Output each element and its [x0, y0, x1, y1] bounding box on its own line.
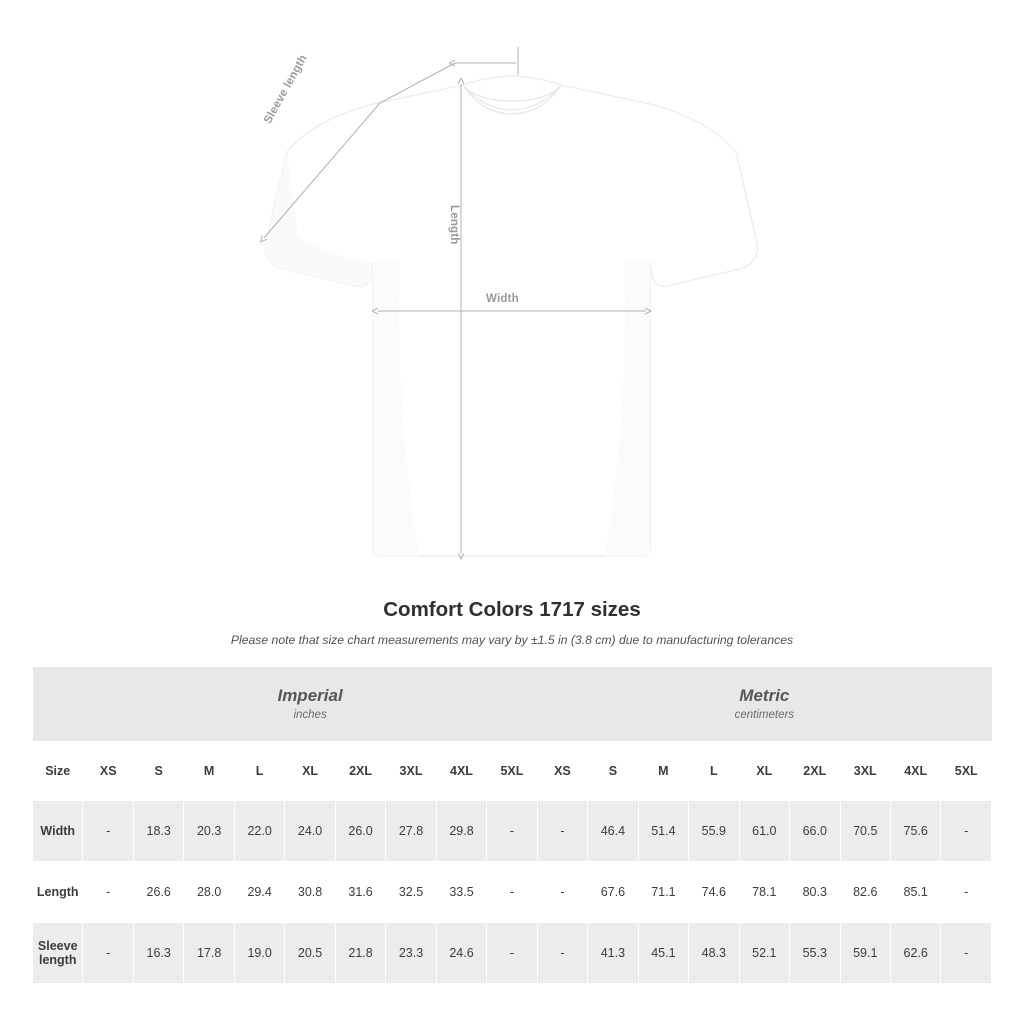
- width-metric-4xl: 75.6: [890, 801, 940, 862]
- size-header-metric-xs: XS: [537, 742, 587, 801]
- length-imperial-2xl: 31.6: [335, 862, 385, 923]
- length-metric-5xl: -: [941, 862, 992, 923]
- sleeve-imperial-2xl: 21.8: [335, 923, 385, 984]
- width-metric-xs: -: [537, 801, 587, 862]
- width-imperial-l: 22.0: [234, 801, 284, 862]
- unit-metric-sub: centimeters: [734, 708, 795, 721]
- tshirt-shape: [265, 76, 757, 556]
- table-row: [33, 923, 992, 984]
- size-header-metric-l: L: [689, 742, 739, 801]
- sleeve-metric-xs: -: [537, 923, 587, 984]
- width-metric-5xl: -: [941, 801, 992, 862]
- size-header-label: Size: [33, 742, 83, 801]
- table-row: [33, 862, 992, 923]
- width-metric-xl: 61.0: [739, 801, 789, 862]
- size-header-imperial-xl: XL: [285, 742, 335, 801]
- length-imperial-5xl: -: [487, 862, 537, 923]
- size-header-imperial-m: M: [184, 742, 234, 801]
- size-header-metric-4xl: 4XL: [890, 742, 940, 801]
- width-imperial-2xl: 26.0: [335, 801, 385, 862]
- sleeve-metric-5xl: -: [941, 923, 992, 984]
- size-header-imperial-s: S: [133, 742, 183, 801]
- width-metric-m: 51.4: [638, 801, 688, 862]
- sleeve-imperial-s: 16.3: [133, 923, 183, 984]
- unit-imperial-name: Imperial: [277, 685, 343, 705]
- length-label: Length: [448, 205, 460, 245]
- unit-imperial-sub: inches: [293, 708, 327, 721]
- sleeve-imperial-xl: 20.5: [285, 923, 335, 984]
- size-chart-table: [32, 667, 992, 984]
- size-header-metric-3xl: 3XL: [840, 742, 890, 801]
- unit-imperial-cell: [83, 667, 537, 742]
- sleeve-metric-4xl: 62.6: [890, 923, 940, 984]
- size-header-imperial-l: L: [234, 742, 284, 801]
- sleeve-imperial-4xl: 24.6: [436, 923, 486, 984]
- sleeve-metric-3xl: 59.1: [840, 923, 890, 984]
- size-header-imperial-4xl: 4XL: [436, 742, 486, 801]
- length-imperial-l: 29.4: [234, 862, 284, 923]
- size-header-metric-m: M: [638, 742, 688, 801]
- size-header-metric-s: S: [588, 742, 638, 801]
- size-header-imperial-3xl: 3XL: [386, 742, 436, 801]
- length-imperial-4xl: 33.5: [436, 862, 486, 923]
- width-imperial-xl: 24.0: [285, 801, 335, 862]
- table-row: [33, 801, 992, 862]
- size-header-imperial-2xl: 2XL: [335, 742, 385, 801]
- size-header-metric-xl: XL: [739, 742, 789, 801]
- row-label-width: Width: [33, 801, 83, 862]
- length-metric-2xl: 80.3: [790, 862, 840, 923]
- size-header-row: [33, 742, 992, 801]
- sleeve-imperial-xs: -: [83, 923, 133, 984]
- sleeve-metric-s: 41.3: [588, 923, 638, 984]
- length-metric-xs: -: [537, 862, 587, 923]
- sleeve-metric-xl: 52.1: [739, 923, 789, 984]
- size-table-wrapper: [32, 667, 992, 984]
- length-metric-xl: 78.1: [739, 862, 789, 923]
- size-header-metric-5xl: 5XL: [941, 742, 992, 801]
- length-imperial-3xl: 32.5: [386, 862, 436, 923]
- length-imperial-xs: -: [83, 862, 133, 923]
- sleeve-length-label: Sleeve length: [262, 52, 310, 126]
- width-metric-l: 55.9: [689, 801, 739, 862]
- size-header-imperial-xs: XS: [83, 742, 133, 801]
- unit-header-row: [33, 667, 992, 742]
- length-metric-s: 67.6: [588, 862, 638, 923]
- unit-metric-name: Metric: [739, 685, 790, 705]
- size-header-metric-2xl: 2XL: [790, 742, 840, 801]
- sleeve-metric-2xl: 55.3: [790, 923, 840, 984]
- length-metric-l: 74.6: [689, 862, 739, 923]
- width-metric-s: 46.4: [588, 801, 638, 862]
- sleeve-imperial-3xl: 23.3: [386, 923, 436, 984]
- unit-corner-cell: [33, 667, 83, 742]
- width-imperial-5xl: -: [487, 801, 537, 862]
- size-header-imperial-5xl: 5XL: [487, 742, 537, 801]
- page-title: Comfort Colors 1717 sizes: [383, 598, 641, 621]
- length-metric-4xl: 85.1: [890, 862, 940, 923]
- length-metric-m: 71.1: [638, 862, 688, 923]
- sleeve-imperial-m: 17.8: [184, 923, 234, 984]
- sleeve-metric-m: 45.1: [638, 923, 688, 984]
- sleeve-imperial-5xl: -: [487, 923, 537, 984]
- sleeve-metric-l: 48.3: [689, 923, 739, 984]
- length-imperial-xl: 30.8: [285, 862, 335, 923]
- width-label: Width: [482, 293, 523, 305]
- row-label-length: Length: [33, 862, 83, 923]
- width-imperial-m: 20.3: [184, 801, 234, 862]
- size-chart-heading: [0, 598, 1024, 647]
- length-imperial-s: 26.6: [133, 862, 183, 923]
- row-label-sleeve-length: Sleeve length: [33, 923, 83, 984]
- width-metric-2xl: 66.0: [790, 801, 840, 862]
- unit-metric-cell: [537, 667, 991, 742]
- length-metric-3xl: 82.6: [840, 862, 890, 923]
- tolerance-note: Please note that size chart measurements may vary by ±1.5 in (3.8 cm) due to manufacturing tolerances: [230, 633, 794, 647]
- width-imperial-xs: -: [83, 801, 133, 862]
- width-imperial-3xl: 27.8: [386, 801, 436, 862]
- width-imperial-4xl: 29.8: [436, 801, 486, 862]
- width-metric-3xl: 70.5: [840, 801, 890, 862]
- length-imperial-m: 28.0: [184, 862, 234, 923]
- sleeve-imperial-l: 19.0: [234, 923, 284, 984]
- width-imperial-s: 18.3: [133, 801, 183, 862]
